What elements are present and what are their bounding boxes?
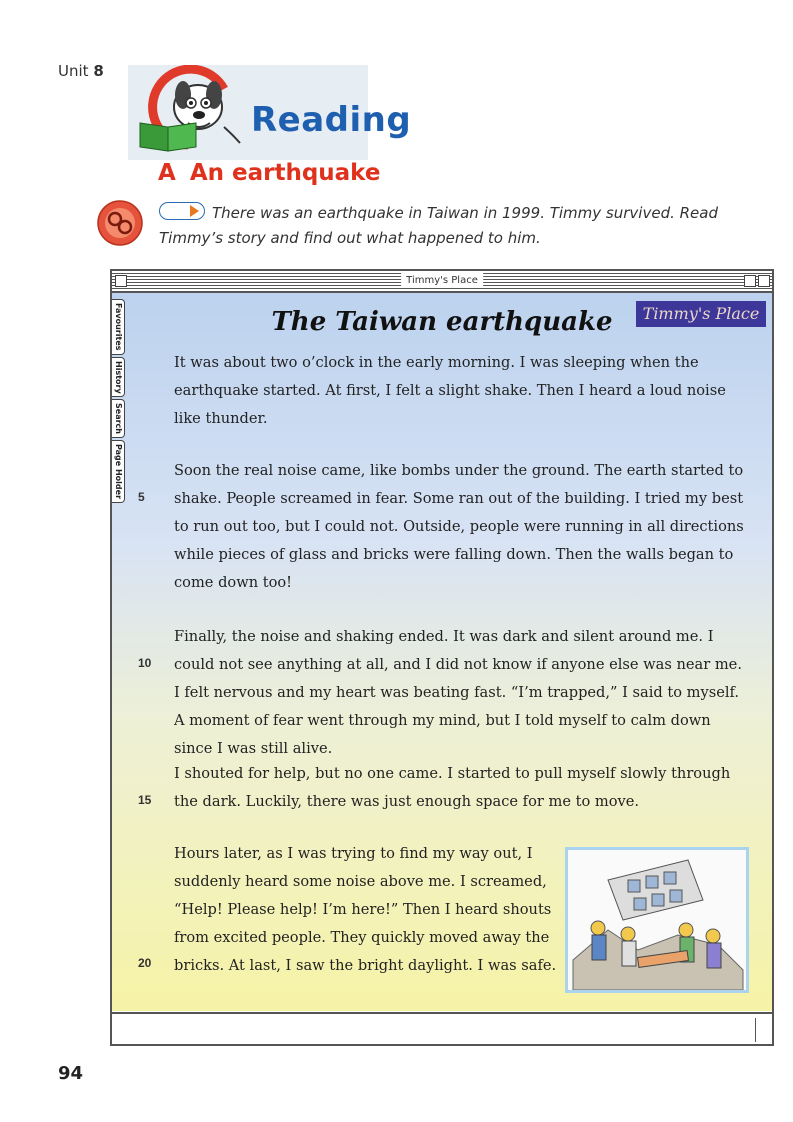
zoom-box-icon[interactable]: [744, 275, 756, 287]
tab-page-holder[interactable]: [112, 440, 125, 503]
line-number: 5: [138, 490, 145, 504]
tab-label: Search: [114, 403, 123, 435]
page-number: 94: [58, 1063, 84, 1084]
window-statusbar: [112, 1012, 772, 1044]
window-content: [112, 293, 772, 1011]
story-paragraph-3: Finally, the noise and shaking ended. It was dark and silent around me. I could not see anything at all, and I did not know if anyone else was near me. I felt nervous and my heart was beating fast. “I’m trapped,” I said to myself. A moment of fear went through my mind, but I told myself to calm down since I was still alive.: [174, 628, 742, 757]
story-paragraph-1: It was about two o’clock in the early morning. I was sleeping when the earthquake started. At first, I felt a slight shake. Then I heard a loud noise like thunder.: [174, 354, 726, 427]
tab-label: Favourites: [114, 303, 123, 351]
story-paragraph-5: Hours later, as I was trying to find my way out, I suddenly heard some noise above me. I screamed, “Help! Please help! I’m here!” Then I heard shouts from excited people. They quickly moved away the bricks. At last, I saw the bright daylight. I was safe.: [174, 845, 557, 974]
unit-number: 8: [93, 62, 104, 80]
unit-label: [58, 62, 104, 80]
story-window: [110, 269, 774, 1046]
close-box-icon[interactable]: [115, 275, 127, 287]
story-paragraph-4: I shouted for help, but no one came. I started to pull myself slowly through the dark. Luckily, there was just enough space for me to move.: [174, 765, 731, 810]
window-titlebar: [112, 271, 772, 293]
reading-title: Reading: [251, 100, 412, 140]
unit-prefix: Unit: [58, 62, 89, 80]
intro-text: There was an earthquake in Taiwan in 1999. Timmy survived. Read Timmy’s story and find out what happened to him.: [159, 204, 718, 247]
line-number: 10: [138, 656, 152, 670]
tab-history[interactable]: [112, 357, 125, 398]
story-paragraph-2: Soon the real noise came, like bombs under the ground. The earth started to shake. People screamed in fear. Some ran out of the building. I tried my best to run out too, but I could not. Outside, people were running in all directions while pieces of glass and bricks were falling down. Then the walls began to come down too!: [174, 462, 744, 591]
tab-label: History: [114, 360, 123, 394]
line-number: 20: [138, 956, 152, 970]
tab-label: Page Holder: [114, 444, 123, 500]
section-heading: [158, 160, 380, 186]
collapse-box-icon[interactable]: [758, 275, 770, 287]
window-title: Timmy's Place: [401, 273, 483, 288]
resize-grip-icon[interactable]: [755, 1018, 770, 1042]
cd-icon: [96, 199, 144, 247]
rescue-illustration: [565, 847, 749, 993]
tab-search[interactable]: [112, 399, 125, 438]
story-title: The Taiwan earthquake: [271, 307, 613, 337]
section-title: An earthquake: [189, 160, 381, 186]
section-letter: A: [158, 160, 176, 186]
line-number: 15: [138, 793, 152, 807]
timmys-place-badge: Timmy's Place: [636, 301, 766, 327]
